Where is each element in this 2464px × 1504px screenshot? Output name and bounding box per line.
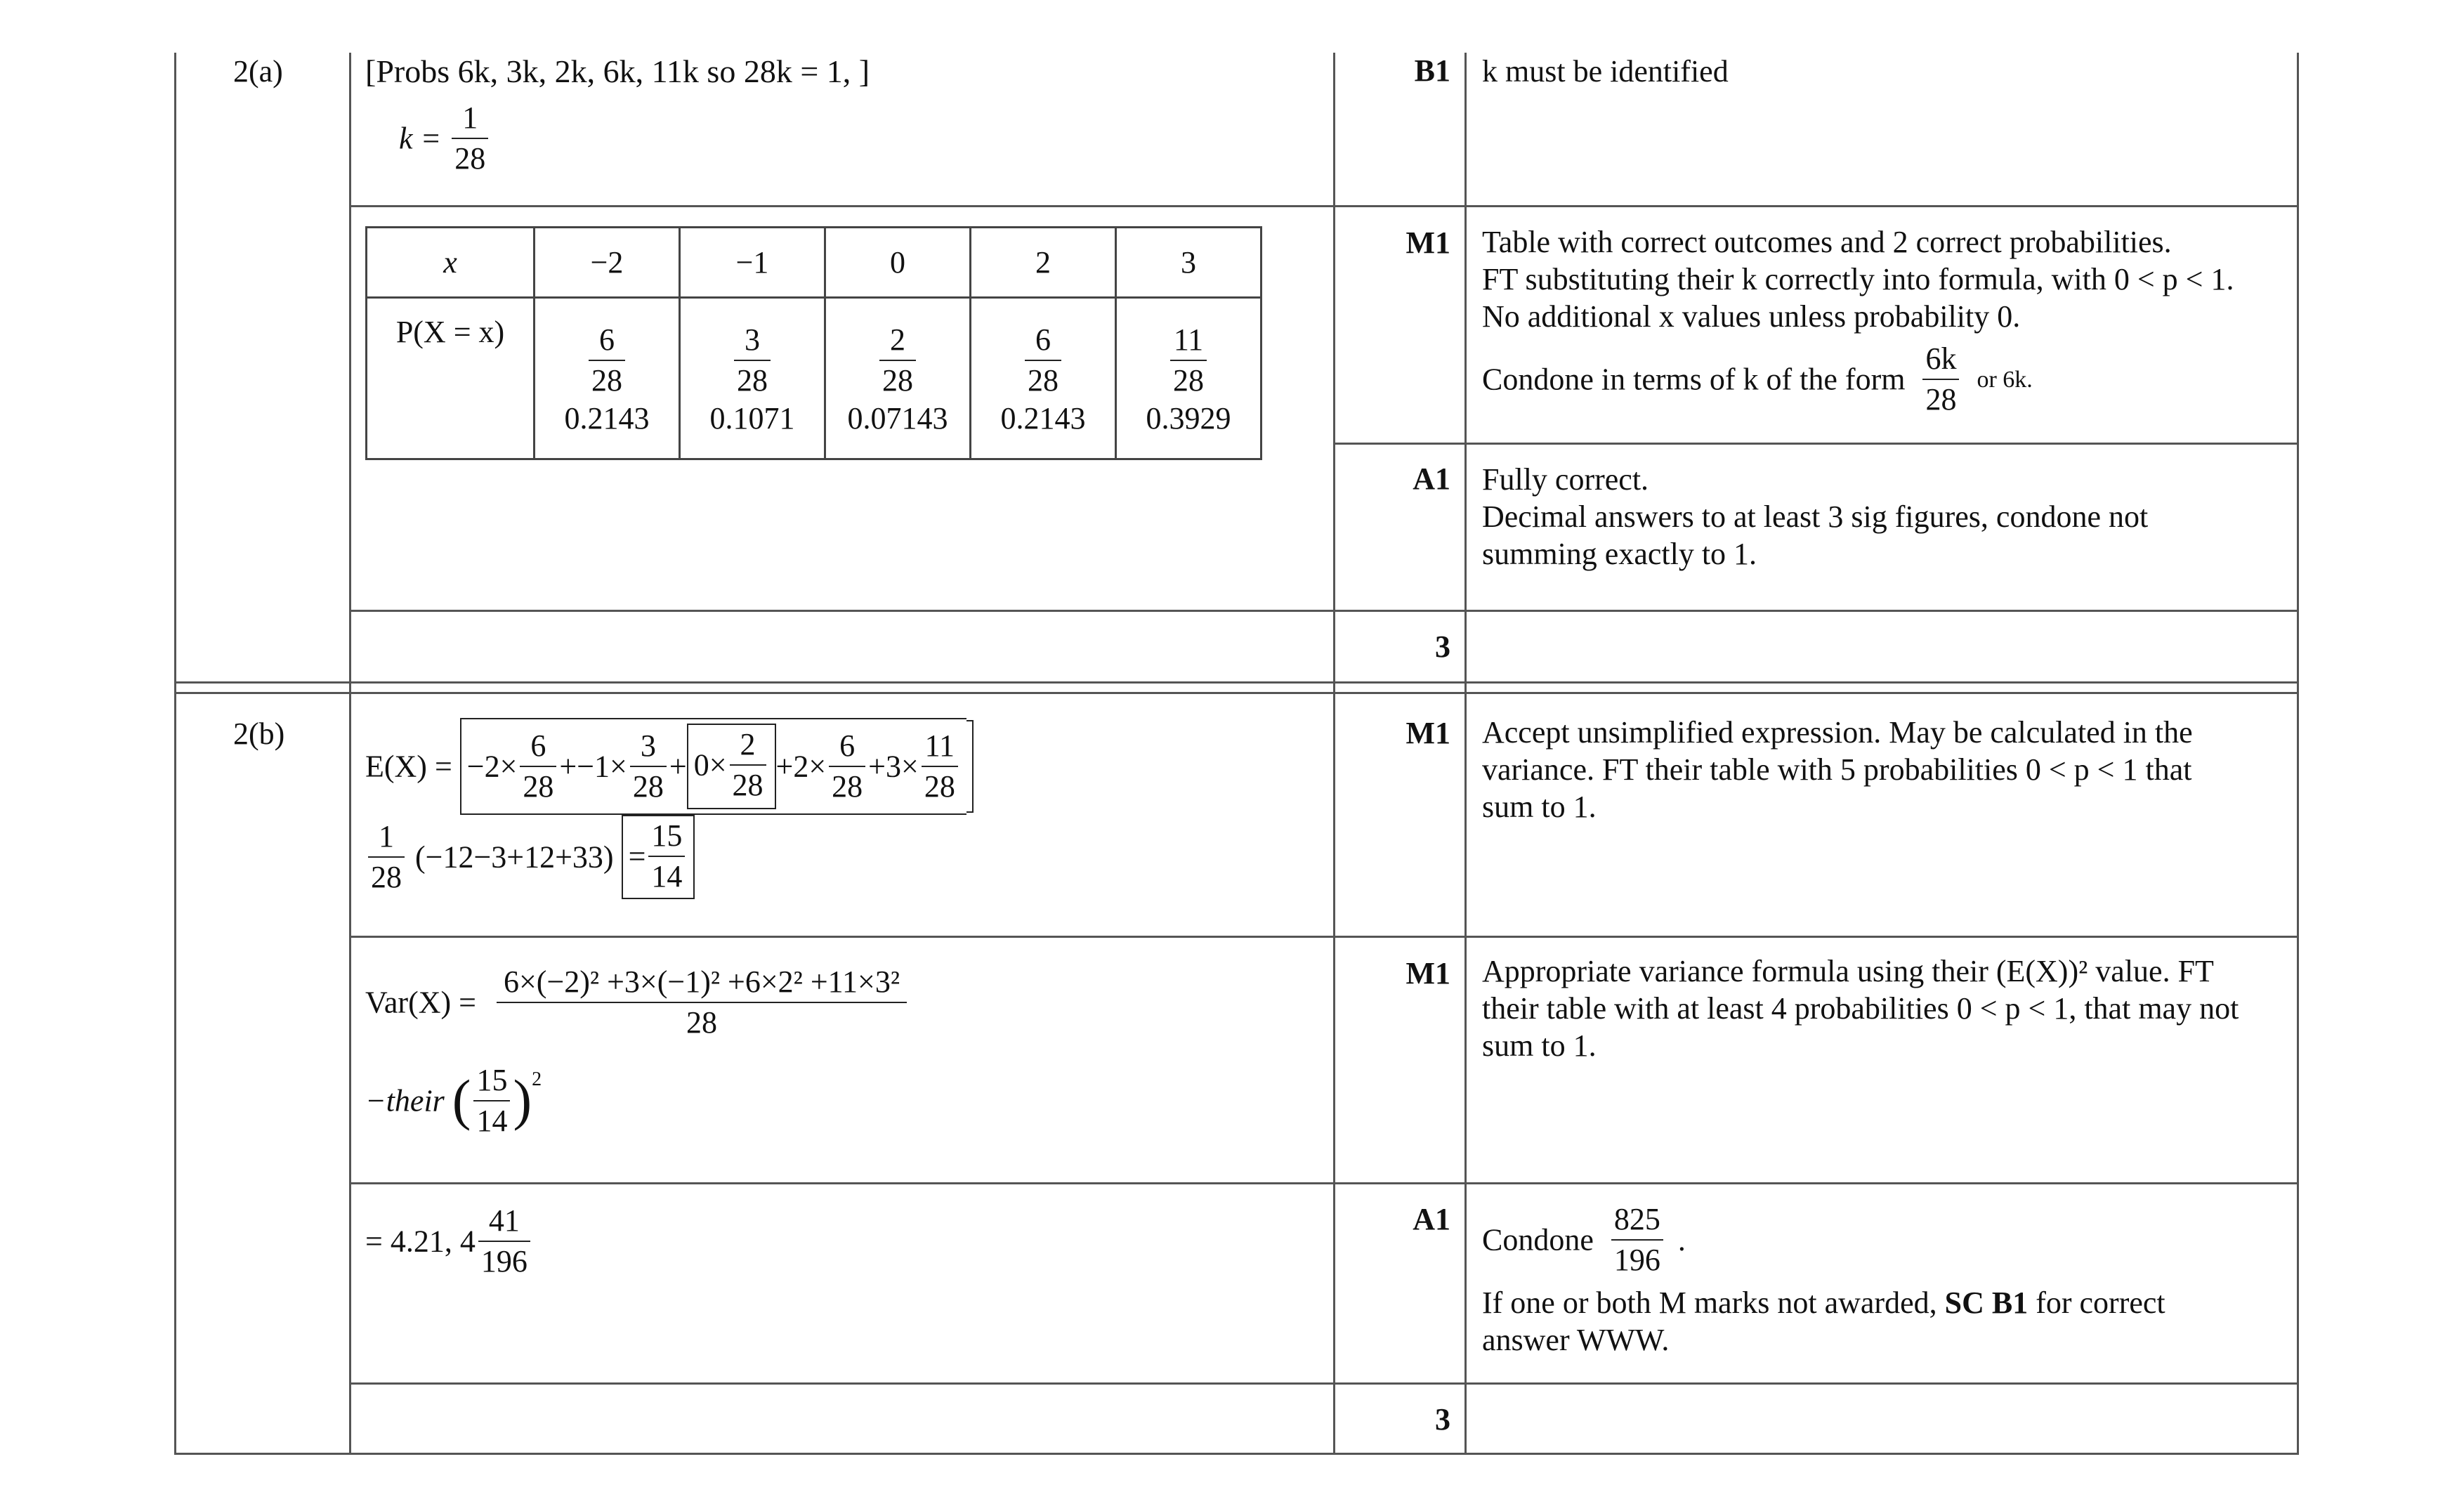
probs-line: [Probs 6k, 3k, 2k, 6k, 11k so 28k = 1, ]: [365, 53, 870, 89]
frac-num: 15: [648, 816, 685, 857]
frac-den: 28: [371, 860, 402, 894]
frac-den: 28: [686, 1005, 718, 1040]
frac-den: 196: [1613, 1243, 1660, 1277]
k-fraction: [452, 98, 488, 178]
prob-fraction: [879, 320, 916, 400]
frac-num: 6×(−2)² +3×(−1)² +6×2² +11×3²: [497, 962, 907, 1003]
probability-table: [365, 226, 1262, 460]
prob-decimal: 0.07143: [847, 401, 948, 436]
ex-term: +−1×: [559, 749, 627, 784]
mark-a1: A1: [1413, 462, 1450, 496]
guidance-m1-var: [1482, 953, 2239, 1064]
grid-line: [174, 53, 176, 1454]
var-their: −their: [365, 1083, 445, 1118]
grid-line: [174, 692, 2299, 694]
table-cell: x: [367, 228, 535, 298]
ex-term: −2×: [466, 749, 518, 784]
frac-num: 6k: [1922, 339, 1959, 380]
guidance-line: sum to 1.: [1482, 1028, 1597, 1063]
grid-line: [349, 936, 2299, 938]
ex-term: +3×: [868, 749, 919, 784]
prob-fraction: [734, 320, 771, 400]
guidance-line: FT substituting their k correctly into formula, with 0 < p < 1.: [1482, 262, 2234, 296]
grid-line: [349, 1182, 2299, 1184]
prob-den: 28: [1173, 363, 1204, 398]
k-equation: [399, 98, 491, 178]
prob-num: 2: [879, 320, 916, 361]
ex-fraction: [829, 726, 865, 806]
mark-m1: M1: [1405, 225, 1450, 260]
table-cell: [825, 298, 971, 459]
guidance-line: Fully correct.: [1482, 462, 1649, 497]
guidance-line: variance. FT their table with 5 probabilities 0 < p < 1 that: [1482, 752, 2192, 787]
frac-num: 41: [478, 1201, 530, 1242]
frac-num: 2: [730, 725, 766, 766]
frac-den: 28: [523, 769, 554, 804]
grid-line: [349, 610, 2299, 612]
guidance-fraction: [1922, 339, 1959, 419]
guidance-text: Condone in terms of k of the form: [1482, 362, 1906, 397]
guidance-line: Appropriate variance formula using their (E(X))² value. FT: [1482, 954, 2214, 988]
ex-term: +2×: [775, 749, 827, 784]
guidance-line: [1482, 1284, 2165, 1321]
prob-den: 28: [737, 363, 768, 398]
guidance-line: their table with at least 4 probabilities 0 < p < 1, that may not: [1482, 991, 2239, 1026]
frac-den: 14: [651, 859, 683, 894]
frac-num: 6: [520, 726, 556, 767]
guidance-line: answer WWW.: [1482, 1323, 1670, 1357]
expectation-line-1: [365, 718, 974, 815]
table-cell: 3: [1116, 228, 1262, 298]
table-cell: P(X = x): [367, 298, 535, 459]
frac-den: 28: [632, 769, 664, 804]
guidance-b1: k must be identified: [1482, 54, 1729, 89]
prob-den: 28: [591, 363, 622, 398]
frac-num: 11: [922, 726, 958, 767]
prob-den: 28: [1028, 363, 1059, 398]
mark-m1-var: M1: [1405, 956, 1450, 990]
frac-num: 825: [1611, 1200, 1663, 1241]
prob-decimal: 0.2143: [1000, 401, 1086, 436]
table-cell: [971, 298, 1116, 459]
var-fraction: [497, 962, 907, 1042]
paren-open: (: [452, 1069, 471, 1132]
guidance-a1: [1482, 461, 2148, 573]
table-cell: [680, 298, 825, 459]
k-num: 1: [452, 98, 488, 139]
k-den: 28: [454, 141, 486, 176]
prob-num: 6: [1025, 320, 1061, 361]
grid-line: [349, 53, 351, 1454]
prob-fraction: [1025, 320, 1061, 400]
frac-num: 3: [630, 726, 667, 767]
guidance-text: Condone: [1482, 1222, 1594, 1257]
var2-fraction: [473, 1061, 510, 1141]
var2-power: 2: [532, 1068, 542, 1090]
question-label-2a: 2(a): [233, 54, 283, 89]
mark-m1-ex: M1: [1405, 716, 1450, 750]
grid-line: [1464, 53, 1467, 1454]
ex2-fraction: [368, 817, 405, 897]
guidance-a1-var: [1482, 1200, 2165, 1359]
ex-term: +: [669, 749, 687, 784]
guidance-line: [1482, 339, 2234, 419]
ex2-result-fraction: [648, 816, 685, 896]
ex-term: 0×: [693, 747, 727, 783]
mark-a1-var: A1: [1413, 1202, 1450, 1236]
table-cell: 2: [971, 228, 1116, 298]
ex2-result-bracket: [622, 815, 695, 899]
frac-den: 28: [1925, 382, 1957, 417]
frac-den: 28: [732, 768, 764, 802]
prob-decimal: 0.1071: [709, 401, 795, 436]
guidance-m1: [1482, 223, 2234, 419]
frac-num: 1: [368, 817, 405, 858]
grid-line: [1333, 53, 1335, 1454]
answer-text: = 4.21, 4: [365, 1224, 476, 1259]
ex2-body: (−12−3+12+33): [415, 839, 614, 875]
table-cell: [535, 298, 680, 459]
ex-fraction: [922, 726, 958, 806]
guidance-text: If one or both M marks not awarded,: [1482, 1286, 1937, 1320]
var-lhs: Var(X) =: [365, 985, 476, 1020]
grid-line: [2297, 53, 2299, 1454]
table-cell: −1: [680, 228, 825, 298]
paren-close: ): [513, 1069, 532, 1132]
table-cell: [1116, 298, 1262, 459]
ex-fraction: [520, 726, 556, 806]
prob-fraction: [589, 320, 625, 400]
frac-den: 28: [924, 769, 955, 804]
prob-fraction: [1170, 320, 1207, 400]
frac-num: 15: [473, 1061, 510, 1101]
prob-den: 28: [882, 363, 913, 398]
table-row: [367, 228, 1262, 298]
expectation-line-2: [365, 815, 695, 899]
question-label-2b: 2(b): [233, 717, 285, 751]
grid-line: [349, 205, 2299, 207]
grid-line: [174, 681, 2299, 684]
prob-num: 3: [734, 320, 771, 361]
guidance-line: sum to 1.: [1482, 790, 1597, 824]
frac-den: 14: [476, 1104, 508, 1138]
ex-bracket-close: [966, 720, 974, 813]
ex-inner-bracket: [687, 724, 776, 809]
guidance-text: for correct: [2036, 1286, 2165, 1320]
guidance-text: or 6k.: [1977, 366, 2033, 393]
prob-decimal: 0.3929: [1146, 401, 1231, 436]
ex-lhs: E(X) =: [365, 749, 452, 784]
table-cell: −2: [535, 228, 680, 298]
k-lhs: k =: [399, 121, 442, 156]
prob-num: 11: [1170, 320, 1207, 361]
guidance-line: summing exactly to 1.: [1482, 537, 1757, 571]
prob-num: 6: [589, 320, 625, 361]
prob-decimal: 0.2143: [564, 401, 650, 436]
mark-total-2a: 3: [1435, 629, 1450, 664]
ex-bracket: [460, 718, 966, 815]
frac-den: 28: [832, 769, 863, 804]
guidance-bold: SC B1: [1944, 1286, 2029, 1320]
guidance-line: [1482, 1200, 2165, 1280]
mark-total-2b: 3: [1435, 1402, 1450, 1437]
answer-line: [365, 1201, 533, 1281]
grid-line: [349, 1382, 2299, 1385]
answer-fraction: [478, 1201, 530, 1281]
grid-line: [174, 1453, 2299, 1455]
ex2-eq: =: [628, 839, 646, 874]
ex-fraction: [630, 726, 667, 806]
guidance-m1-ex: [1482, 714, 2193, 825]
guidance-text: .: [1677, 1222, 1686, 1257]
grid-line: [1333, 443, 2299, 445]
mark-b1: B1: [1414, 53, 1450, 88]
frac-num: 6: [829, 726, 865, 767]
guidance-line: Decimal answers to at least 3 sig figures, condone not: [1482, 499, 2149, 534]
guidance-line: No additional x values unless probability 0.: [1482, 299, 2021, 334]
ex-fraction: [730, 725, 766, 805]
variance-line-1: [365, 962, 910, 1042]
guidance-fraction: [1611, 1200, 1663, 1280]
guidance-line: Accept unsimplified expression. May be calculated in the: [1482, 715, 2193, 750]
guidance-line: Table with correct outcomes and 2 correct probabilities.: [1482, 225, 2172, 259]
table-cell: 0: [825, 228, 971, 298]
frac-den: 196: [480, 1244, 527, 1279]
table-row: [367, 298, 1262, 459]
variance-line-2: [365, 1061, 542, 1141]
